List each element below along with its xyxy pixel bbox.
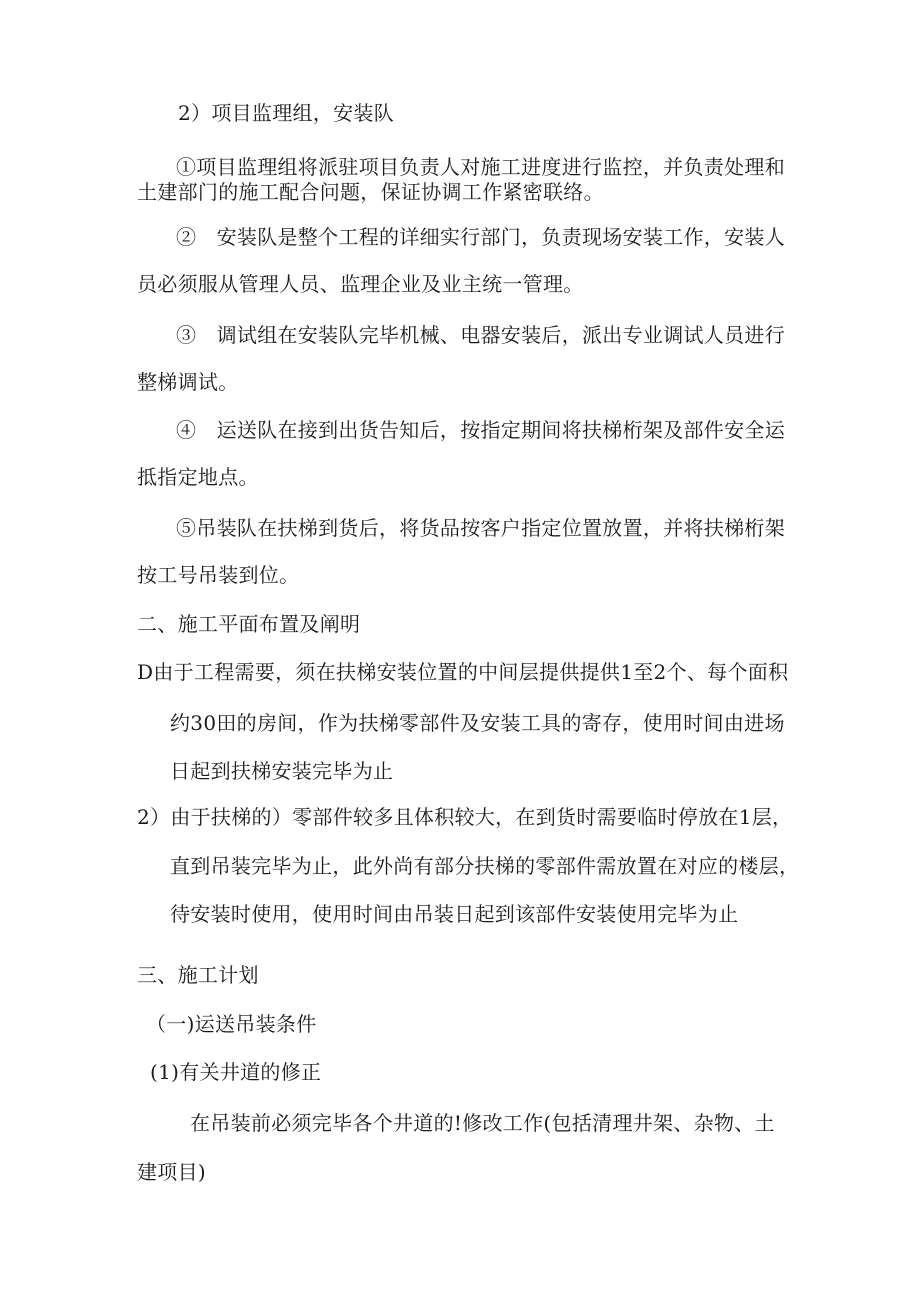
section-heading: 三、施工计划 xyxy=(137,963,259,987)
list-item-line: 约30田的房间，作为扶梯零部件及安装工具的寄存，使用时间由进场 xyxy=(170,711,785,735)
list-item-line: 日起到扶梯安装完毕为止 xyxy=(170,759,394,783)
paragraph-line: 整梯调试。 xyxy=(137,370,239,394)
section-heading: 二、施工平面布置及阐明 xyxy=(137,612,361,636)
paragraph-line: 建项目) xyxy=(137,1160,207,1184)
subsection-heading: （一)运送吊装条件 xyxy=(146,1012,317,1036)
list-item-line: 直到吊装完毕为止，此外尚有部分扶梯的零部件需放置在对应的楼层， xyxy=(170,854,800,878)
subsection-heading: (1)有关井道的修正 xyxy=(150,1060,322,1084)
paragraph-line: ② 安装队是整个工程的详细实行部门，负责现场安装工作，安装人 xyxy=(176,225,785,249)
subsection-heading: 2）项目监理组，安装队 xyxy=(178,101,395,125)
list-item-line: 2）由于扶梯的）零部件较多且体积较大，在到货时需要临时停放在1层， xyxy=(137,805,793,829)
paragraph-line: ③ 调试组在安装队完毕机械、电器安装后，派出专业调试人员进行 xyxy=(176,323,785,347)
paragraph-line: 在吊装前必须完毕各个井道的!修改工作(包括清理井架、杂物、土 xyxy=(190,1111,775,1135)
paragraph-line: ④ 运送队在接到出货告知后，按指定期间将扶梯桁架及部件安全运 xyxy=(176,418,785,442)
list-item-line: D由于工程需要，须在扶梯安装位置的中间层提供提供1至2个、每个面积 xyxy=(137,660,789,684)
paragraph-line: 员必须服从管理人员、监理企业及业主统一管理。 xyxy=(137,272,584,296)
paragraph-line: 抵指定地点。 xyxy=(137,465,259,489)
paragraph-line: 按工号吊装到位。 xyxy=(137,563,300,587)
paragraph-line: 土建部门的施工配合问题，保证协调工作紧密联络。 xyxy=(137,180,604,204)
paragraph-line: ⑤吊装队在扶梯到货后，将货品按客户指定位置放置，并将扶梯桁架 xyxy=(176,516,785,540)
list-item-line: 待安装时使用，使用时间由吊装日起到该部件安装使用完毕为止 xyxy=(170,902,739,926)
paragraph-line: ①项目监理组将派驻项目负责人对施工进度进行监控，并负责处理和 xyxy=(176,155,785,179)
